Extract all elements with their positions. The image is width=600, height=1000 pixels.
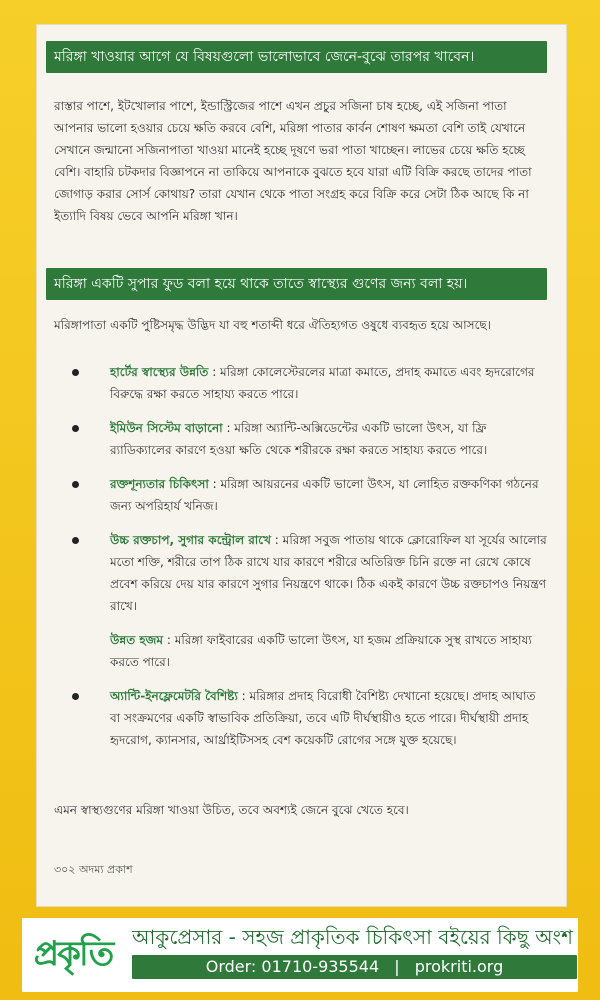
benefit-separator: :: [163, 633, 175, 647]
benefit-item-anti-inflammatory: [54, 685, 547, 751]
benefit-title: অ্যান্টি-ইনফ্লেমেটরি বৈশিষ্ট্য: [110, 689, 238, 703]
benefit-title: ইমিউন সিস্টেম বাড়ানো: [110, 421, 223, 435]
contact-bar: [132, 955, 577, 979]
section-header-1: মরিঙ্গা খাওয়ার আগে যে বিষয়গুলো ভালোভাবে জেনে-বুঝে তারপর খাবেন।: [46, 41, 547, 73]
intro-paragraph: মরিঙ্গাপাতা একটি পুষ্টিসমৃদ্ধ উদ্ভিদ যা বহু শতাব্দী ধরে ঐতিহ্যগত ওষুধে ব্যবহৃত হয়ে আসছে।: [54, 318, 491, 332]
benefit-text: মরিঙ্গা আয়রনের একটি ভালো উৎস, যা লোহিত রক্তকণিকা গঠনের জন্য অপরিহার্য খনিজ।: [110, 477, 539, 513]
closing-text: এমন স্বাস্থ্যগুণের মরিঙ্গা খাওয়া উচিত, তবে অবশ্যই জেনে বুঝে খেতে হবে।: [54, 803, 409, 817]
benefit-separator: :: [208, 477, 221, 491]
benefit-separator: :: [208, 365, 221, 379]
benefit-text: মরিঙ্গা ফাইবারের একটি ভালো উৎস, যা হজম প্রক্রিয়াকে সুস্থ রাখতে সাহায্য করতে পারে।: [110, 633, 532, 669]
book-note: আকুপ্রেসার - সহজ প্রাকৃতিক চিকিৎসা বইয়ের কিছু অংশ: [132, 925, 573, 949]
benefits-list: [54, 361, 547, 763]
website-link[interactable]: prokriti.org: [414, 957, 504, 976]
document-page: [36, 24, 567, 907]
benefit-title: রক্তশূন্যতার চিকিৎসা: [110, 477, 209, 491]
benefit-text: মরিঙ্গা সবুজ পাতায় থাকে ক্লোরোফিল যা সূর্যের আলোর মতো শক্তি, শরীরে তাপ ঠিক রাখে যার কারণে শরীরে অতিরিক্ত চিনি রক্তে না রেখে কোষে প্রবেশ করিয়ে দেয় যার কারণে সুগার নিয়ন্ত্রণে থাকে। ঠিক একই কারণে উচ্চ রক্তচাপও নিয়ন্ত্রণ রাখে।: [110, 533, 547, 613]
benefit-title: উন্নত হজম: [110, 633, 164, 647]
benefit-title: হার্টের স্বাস্থ্যের উন্নতি: [110, 365, 209, 379]
section-header-2: মরিঙ্গা একটি সুপার ফুড বলা হয়ে থাকে তাতে স্বাস্থ্যের গুণের জন্য বলা হয়।: [46, 268, 547, 300]
warning-paragraph: রাস্তার পাশে, ইটখোলার পাশে, ইন্ডাস্ট্রিজের পাশে এখন প্রচুর সজিনা চাষ হচ্ছে, এই সজিনা পাতা আপনার ভালো হওয়ার চেয়ে ক্ষতি করবে বেশি, মরিঙ্গা পাতার কার্বন শোষণ ক্ষমতা বেশি তাই যেখানে সেখানে জন্মানো সজিনাপাতা খাওয়া মানেই হচ্ছে দূষণে ভরা পাতা খাচ্ছেন। লাভের চেয়ে ক্ষতি হচ্ছে বেশি। বাহারি চটকদার বিজ্ঞাপনে না তাকিয়ে আপনাকে বুঝতে হবে যারা এটি বিক্রি করছে তাদের পাতা জোগাড় করার সোর্স কোথায়? তারা যেখান থেকে পাতা সংগ্রহ করে বিক্রি করে সেটা ঠিক আছে কি না ইত্যাদি বিষয় ভেবে আপনি মরিঙ্গা খান।: [54, 99, 532, 223]
page-footer: ৩০২ অদম্য প্রকাশ: [54, 863, 133, 876]
contact-separator: |: [394, 957, 400, 976]
benefit-text: মরিঙ্গার প্রদাহ বিরোধী বৈশিষ্ট্য দেখানো হয়েছে। প্রদাহ আঘাত বা সংক্রমণের একটি স্বাভাবিক প্রতিক্রিয়া, তবে এটি দীর্ঘস্থায়ীও হতে পারে। দীর্ঘস্থায়ী প্রদাহ হৃদরোগ, ক্যানসার, আর্থ্রাইটিসসহ বেশ কয়েকটি রোগের সঙ্গে যুক্ত হয়েছে।: [110, 689, 536, 747]
benefit-item-digestion: [54, 629, 547, 673]
benefit-text: মরিঙ্গা অ্যান্টি-অক্সিডেন্টের একটি ভালো উৎস, যা ফ্রি র‍্যাডিক্যালের কারণে হওয়া ক্ষতি থেকে শরীরকে রক্ষা করতে সাহায্য করতে পারে।: [110, 421, 488, 457]
bullet-icon: [72, 369, 79, 376]
promo-bar: [22, 918, 578, 992]
bullet-icon: [72, 425, 79, 432]
order-number: Order: 01710-935544: [205, 957, 380, 976]
benefit-item-anemia: [54, 473, 547, 517]
benefit-item-heart: [54, 361, 547, 405]
bullet-icon: [72, 537, 79, 544]
benefit-text: মরিঙ্গা কোলেস্টেরলের মাত্রা কমাতে, প্রদাহ কমাতে এবং হৃদরোগের বিরুদ্ধে রক্ষা করতে সাহায্য করতে পারে।: [110, 365, 535, 401]
brand-logo: [30, 926, 116, 984]
benefit-item-bp-sugar: [54, 529, 547, 617]
benefit-separator: :: [270, 533, 283, 547]
benefit-item-immune: [54, 417, 547, 461]
brand-logo-text: প্রকৃতি: [33, 934, 113, 974]
benefit-separator: :: [237, 689, 250, 703]
bullet-icon: [72, 693, 79, 700]
benefit-title: উচ্চ রক্তচাপ, সুগার কন্ট্রোল রাখে: [110, 533, 271, 547]
benefit-separator: :: [222, 421, 235, 435]
bullet-icon: [72, 481, 79, 488]
